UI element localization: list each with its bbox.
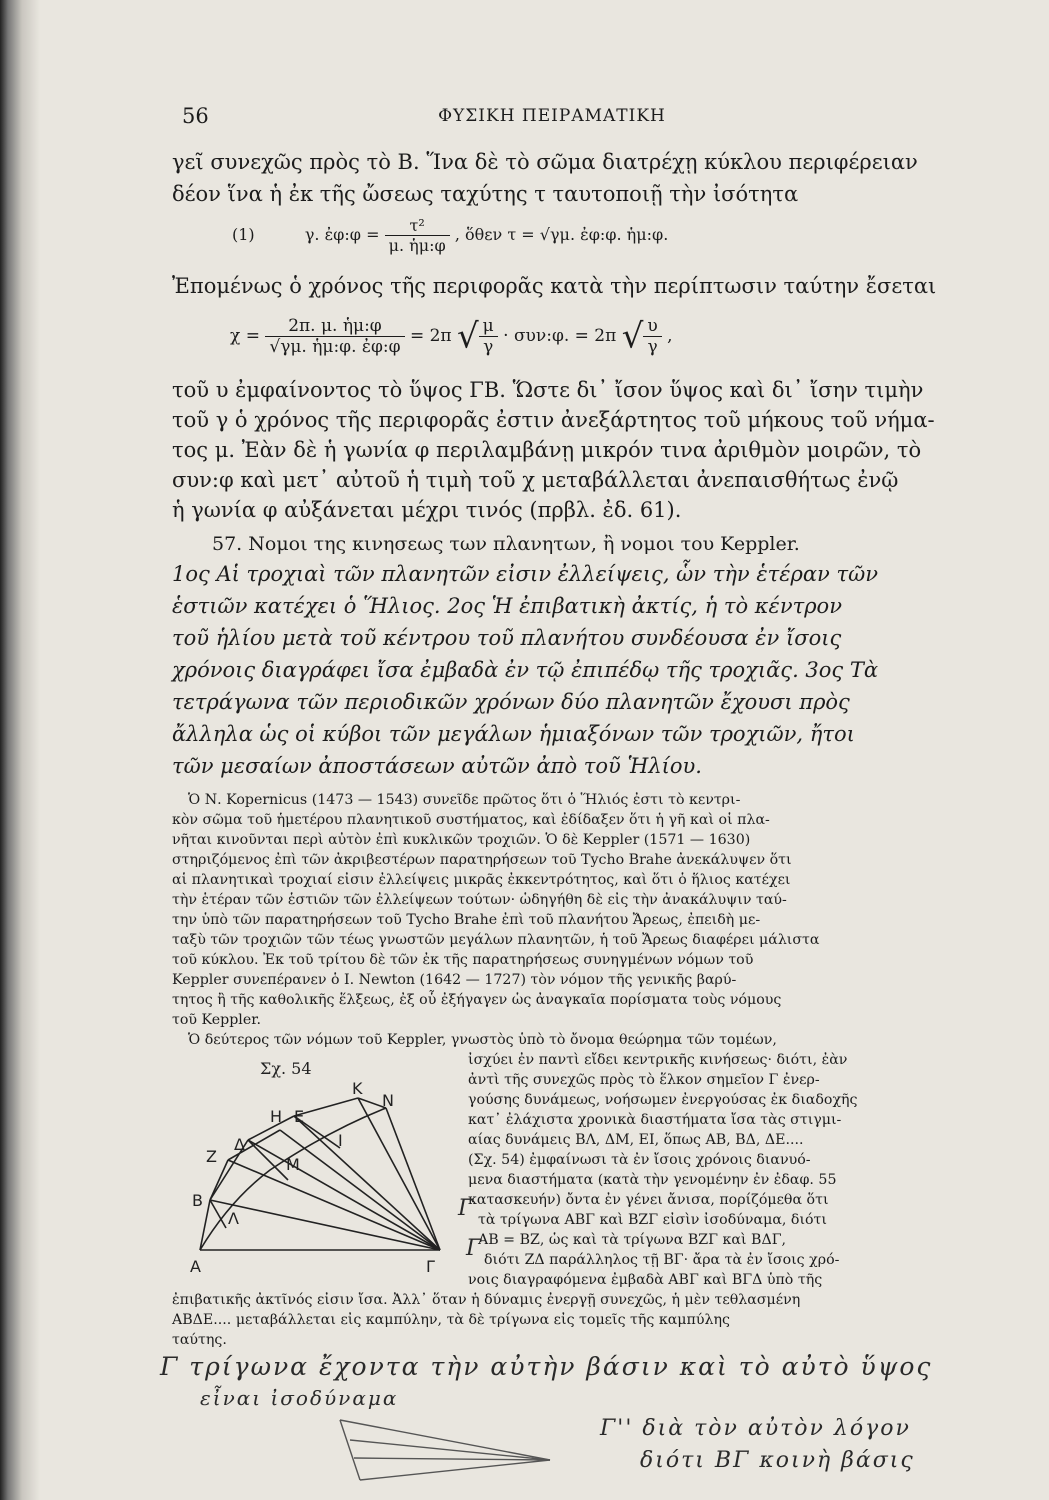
label-E: E [294,1107,305,1126]
book-spine-shadow [0,0,40,1500]
second-law-right-3: γούσης δυνάμεως, νοήσωμεν ἐνεργούσας ἐκ διαδοχῆς [468,1092,858,1108]
line-E-G [294,1116,440,1250]
history-line-6: τὴν ἑτέραν τῶν ἑστιῶν τῶν ἐλλείψεων τούτων· ὡδηγήθη δὲ εἰς τὴν ἀνακάλυψιν ταύ- [172,892,787,908]
intro-line-2: δέον ἵνα ἡ ἐκ τῆς ὤσεως ταχύτης τ ταυτοποιῇ τὴν ἰσότητα [172,182,799,206]
second-law-right-2: ἀντὶ τῆς συνεχῶς πρὸς τὸ ἕλκον σημεῖον Γ ἐνερ- [468,1072,820,1088]
label-M: M [286,1155,300,1174]
second-law-right-10: ΑΒ = ΒΖ, ὡς καὶ τὰ τρίγωνα ΒΖΓ καὶ ΒΔΓ, [478,1232,787,1248]
eq1-lhs: γ. ἐφ:φ = [304,225,380,244]
margin-mark-2: Γ [466,1236,482,1261]
eq1-fraction [385,216,450,255]
law-line-6: ἄλληλα ὡς οἱ κύβοι τῶν μεγάλων ἡμιαξόνων τῶν τροχιῶν, ἤτοι [172,722,855,746]
line-N-G [386,1108,440,1250]
second-law-right-8: κατασκευήν) ὄντα ἐν γένει ἄνισα, πορίζόμεθα ὅτι [468,1192,829,1208]
history-line-2: κὸν σῶμα τοῦ ἡμετέρου πλανητικοῦ συστήματος, καὶ ἐδίδαξεν ὅτι ἡ γῆ καὶ οἱ πλα- [172,812,770,828]
line-Z-G [228,1160,440,1250]
section-heading: 57. Νομοι της κινησεως των πλανητων, ἢ νομοι του Keppler. [212,533,800,555]
second-law-right-5: αίας δυνάμεις ΒΛ, ΔΜ, ΕΙ, ὅπως ΑΒ, ΒΔ, ΔΕ.... [468,1132,804,1148]
intro-line-1: γεῖ συνεχῶς πρὸς τὸ Β. Ἵνα δὲ τὸ σῶμα διατρέχῃ κύκλου περιφέρειαν [172,150,918,174]
history-line-1: Ὁ Ν. Kopernicus (1473 — 1543) συνεῖδε πρῶτος ὅτι ὁ Ἥλιός ἐστι τὸ κεντρι- [188,792,741,808]
law-line-5: τετράγωνα τῶν περιοδικῶν χρόνων δύο πλανητῶν ἔχουσι πρὸς [172,690,850,714]
curve-trajectory [200,1108,386,1250]
eq2-mid1: = 2π [409,326,452,346]
history-line-12: τοῦ Keppler. [172,1012,261,1028]
history-line-9: τοῦ κύκλου. Ἐκ τοῦ τρίτου δὲ τῶν ἐκ τῆς παρατηρήσεως συνηγμένων νόμων τοῦ [172,952,754,968]
label-G: Γ [426,1257,435,1276]
handwritten-note-1: Γ τρίγωνα ἔχοντα τὴν αὐτὴν βάσιν καὶ τὸ αὐτὸ ὕψος [160,1352,933,1381]
para1-line-1: τοῦ υ ἐμφαίνοντος τὸ ὕψος ΓΒ. Ὥστε δι᾽ ἴσον ὕψος καὶ δι᾽ ἴσην τιμὴν [172,378,924,402]
second-law-right-4: κατ᾽ ἐλάχιστα χρονικὰ διαστήματα ἴσα τὰς στιγμι- [468,1112,842,1128]
eq2-f2-num: μ [479,316,498,337]
eq2-f2-den: γ [483,337,494,357]
second-law-first-line: Ὁ δεύτερος τῶν νόμων τοῦ Keppler, γνωστὸς ὑπὸ τὸ ὄνομα θεώρημα τῶν τομέων, [188,1032,777,1048]
eq2-f3-den: γ [647,337,658,357]
eq2-f1-num: 2π. μ. ἡμ:φ [265,316,404,337]
eq2-lhs: χ = [230,326,260,346]
para1-line-4: συν:φ καὶ μετ᾽ αὐτοῦ ἡ τιμὴ τοῦ χ μεταβάλλεται ἀνεπαισθήτως ἐνῷ [172,468,899,492]
eq1-sep: , ὅθεν [454,225,503,244]
history-line-4: στηριζόμενος ἐπὶ τῶν ἀκριβεστέρων παρατηρήσεων τοῦ Tycho Brahe ἀνεκάλυψεν ὅτι [172,852,792,868]
page-number: 56 [182,104,209,128]
label-Z: Z [206,1147,217,1166]
eq2-f1-den: √γμ. ἡμ:φ. ἐφ:φ [269,337,401,357]
history-line-7: την ὑπὸ τῶν παρατηρήσεων τοῦ Tycho Brahe ἐπὶ τοῦ πλανήτου Ἄρεως, ἐπειδὴ με- [172,912,761,928]
handwritten-note-3: Γ'' διὰ τὸν αὐτὸν λόγον [600,1416,911,1441]
margin-mark-1: Γ [458,1196,474,1221]
history-line-3: νῆται κινοῦνται περὶ αὐτὸν ἐπὶ κυκλικῶν τροχιῶν. Ὁ δὲ Keppler (1571 — 1630) [172,832,751,848]
running-header [172,104,932,134]
second-law-right-11: διότι ΖΔ παράλληλος τῇ ΒΓ· ἄρα τὰ ἐν ἴσοις χρό- [484,1252,840,1268]
second-law-right-9: τὰ τρίγωνα ΑΒΓ καὶ ΒΖΓ εἰσὶν ἰσοδύναμα, διότι [478,1212,827,1228]
label-L: Λ [228,1209,239,1228]
history-line-10: Keppler συνεπέρανεν ὁ I. Newton (1642 — 1727) τὸν νόμον τῆς γενικῆς βαρύ- [172,972,737,988]
para1-line-3: τος μ. Ἐὰν δὲ ἡ γωνία φ περιλαμβάνῃ μικρόν τινα ἀριθμὸν μοιρῶν, τὸ [172,438,922,462]
eq2-mid2: · συν:φ. = 2π [503,326,617,346]
eq2-fraction-2 [479,316,498,357]
second-law-right-1: ἰσχύει ἐν παντὶ εἴδει κεντρικῆς κινήσεως· διότι, ἐὰν [468,1052,848,1068]
eq2-fraction-3 [643,316,661,357]
label-I: I [338,1131,343,1150]
second-law-right-7: μενα διαστήματα (κατὰ τὴν γενομένην ἐν ἐδαφ. 55 [468,1172,837,1188]
eq1-numerator: τ² [385,216,450,236]
para1-line-2: τοῦ γ ὁ χρόνος τῆς περιφορᾶς ἐστιν ἀνεξάρτητος τοῦ μήκους τοῦ νήμα- [172,408,935,432]
figure-caption: Σχ. 54 [260,1059,312,1078]
figure-54 [190,1050,450,1280]
label-D: Δ [234,1135,245,1154]
handwritten-note-2: εἶναι ἰσοδύναμα [200,1386,399,1410]
second-law-tail-3: ταύτης. [172,1332,227,1348]
equation-2: χ = $\frac{\text{2π. μ. ἡμ:φ}}{\text{√γμ. ἡμ:φ. ἐφ:φ}}$ = 2π √ $\frac{\mu}{\gamma}$ · συν:φ. = 2π √ $\frac{\upsilon}{\gamma}$ , [230,316,673,357]
eq1-label: (1) [232,225,255,244]
eq2-f3-num: υ [643,316,661,337]
eq1-denominator: μ. ἡμ:φ [388,236,446,255]
law-line-1: 1ος Αἱ τροχιαὶ τῶν πλανητῶν εἰσιν ἐλλείψεις, ὧν τὴν ἑτέραν τῶν [172,562,879,586]
law-line-3: τοῦ ἡλίου μετὰ τοῦ κέντρου τοῦ πλανήτου συνδέουσα ἐν ἴσοις [172,626,842,650]
law-line-2: ἑστιῶν κατέχει ὁ Ἥλιος. 2ος Ἡ ἐπιβατικὴ ἀκτίς, ἡ τὸ κέντρον [172,594,842,618]
eq1-rhs: τ = √γμ. ἐφ:φ. ἡμ:φ. [507,225,669,244]
history-line-8: ταξὺ τῶν τροχιῶν τῶν τέως γνωστῶν μεγάλων πλανητῶν, ἡ τοῦ Ἄρεως διαφέρει μάλιστα [172,932,820,948]
law-line-7: τῶν μεσαίων ἀποστάσεων αὐτῶν ἀπὸ τοῦ Ἡλίου. [172,754,702,778]
label-N: N [382,1091,394,1110]
line-B-Z [210,1160,228,1200]
history-line-11: τητος ἢ τῆς καθολικῆς ἕλξεως, ἐξ οὗ ἐξήγαγεν ὡς ἀναγκαῖα πορίσματα τοὺς νόμους [172,992,782,1008]
para1-line-5: ἡ γωνία φ αὐξάνεται μέχρι τινός (πρβλ. ἐδ. 61). [172,498,682,522]
second-law-tail-2: ΑΒΔΕ.... μεταβάλλεται εἰς καμπύλην, τὰ δὲ τρίγωνα εἰς τομεῖς τῆς καμπύλης [172,1312,730,1328]
equation-1 [232,216,668,255]
second-law-right-12: νοις διαγραφόμενα ἐμβαδὰ ΑΒΓ καὶ ΒΓΔ ὑπὸ τῆς [468,1272,823,1288]
label-B: B [192,1191,203,1210]
eq2-fraction-1 [265,316,404,357]
label-K: K [352,1079,363,1098]
eq2-end: , [667,326,673,346]
handwritten-note-4: διότι ΒΓ κοινὴ βάσις [640,1448,915,1473]
label-A: A [190,1257,201,1276]
history-line-5: αἱ πλανητικαὶ τροχιαί εἰσιν ἐλλείψεις μικρᾶς ἐκκεντρότητος, καὶ ὅτι ὁ ἥλιος κατέχει [172,872,791,888]
label-H: H [270,1107,283,1126]
running-title: ΦΥΣΙΚΗ ΠΕΙΡΑΜΑΤΙΚΗ [438,106,666,126]
epomenos-line: Ἐπομένως ὁ χρόνος τῆς περιφορᾶς κατὰ τὴν περίπτωσιν ταύτην ἔσεται [172,274,937,298]
law-line-4: χρόνοις διαγράφει ἴσα ἐμβαδὰ ἐν τῷ ἐπιπέδῳ τῆς τροχιᾶς. 3ος Τὰ [172,658,879,682]
second-law-right-6: (Σχ. 54) ἐμφαίνωσι τὰ ἐν ἴσοις χρόνοις διανυό- [468,1152,811,1168]
handwritten-triangle-sketch [330,1400,570,1490]
second-law-tail-1: ἐπιβατικῆς ἀκτῖνός εἰσιν ἴσα. Ἀλλ᾽ ὅταν ἡ δύναμις ἐνεργῇ συνεχῶς, ἡ μὲν τεθλασμένη [172,1292,801,1308]
